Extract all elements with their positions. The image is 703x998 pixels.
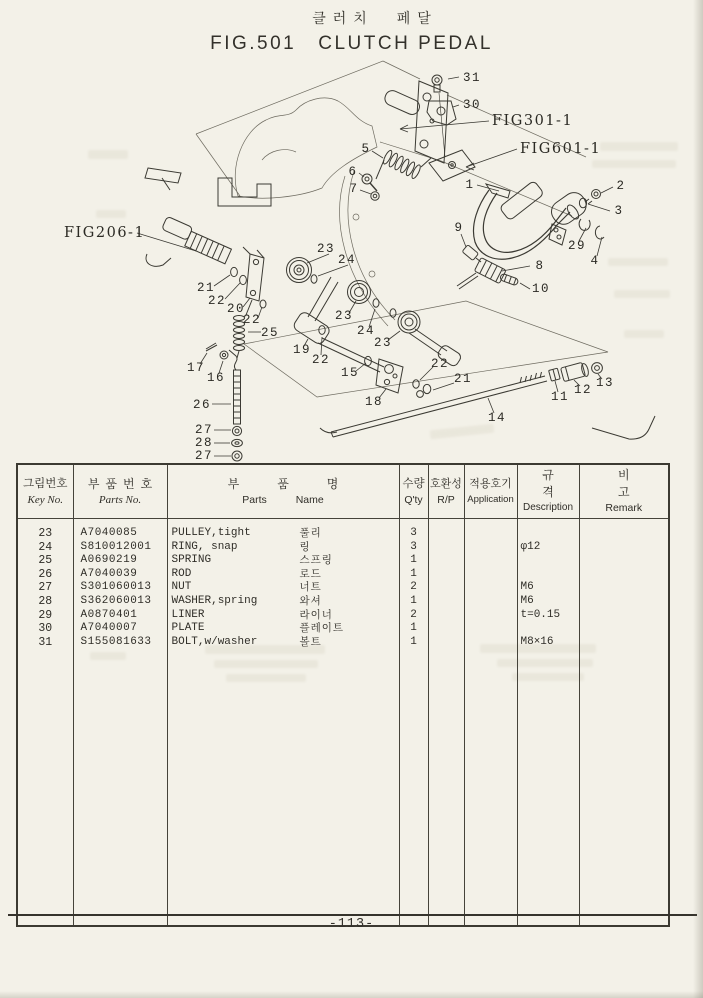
page-number: -113- (328, 917, 375, 932)
cell-description: t=0.15 (517, 609, 579, 623)
cell-description: M8×16 (517, 636, 579, 650)
leader-line (137, 233, 196, 251)
part-name-english: LINER (171, 608, 205, 621)
callout-label: 5 (361, 142, 371, 156)
cell-qty: 2 (399, 581, 428, 595)
cell-remark (579, 636, 669, 650)
cell-rp (428, 527, 464, 541)
leader-line (214, 275, 230, 286)
cell-qty: 1 (399, 554, 428, 568)
page-title (0, 33, 703, 55)
callout-label: 27 (194, 423, 214, 437)
cell-qty: 1 (399, 636, 428, 650)
column-header-rp: 호환성 R/P (428, 464, 464, 519)
cell-qty: 3 (399, 541, 428, 555)
scan-edge (693, 0, 703, 998)
callout-label: 23 (316, 242, 336, 256)
callout-label: 22 (311, 353, 331, 367)
cell-key-no: 25 (17, 554, 73, 568)
scan-edge (0, 991, 703, 998)
callout-label: 22 (430, 357, 450, 371)
cell-rp (428, 609, 464, 623)
cell-description (517, 622, 579, 636)
callout-label: 22 (207, 294, 227, 308)
part-name-english: PLATE (171, 622, 205, 635)
callout-label: 27 (194, 449, 214, 462)
leader-line (225, 283, 240, 299)
figure-reference-label: FIG301-1 (492, 113, 574, 129)
callout-label: 9 (454, 221, 464, 235)
cell-remark (579, 527, 669, 541)
footer-rule (8, 914, 697, 916)
cell-description (517, 568, 579, 582)
leader-line (502, 266, 530, 271)
callout-label: 26 (192, 398, 212, 412)
callout-label: 11 (550, 390, 570, 404)
cell-parts-name (167, 554, 399, 568)
cell-rp (428, 541, 464, 555)
callout-label: 20 (226, 302, 246, 316)
figure-reference-label: FIG601-1 (520, 141, 602, 157)
cell-qty: 1 (399, 568, 428, 582)
callout-label: 3 (614, 204, 624, 218)
figure-reference-label: FIG206-1 (64, 225, 146, 241)
part-name-english: BOLT,w/washer (171, 635, 258, 648)
cell-parts-name (167, 581, 399, 595)
callout-label: 4 (590, 254, 600, 268)
part-name-korean: 링 (299, 540, 311, 553)
cell-parts-no: A0870401 (73, 609, 167, 623)
cell-parts-no: A7040007 (73, 622, 167, 636)
cell-application (464, 622, 517, 636)
leader-line (588, 204, 610, 211)
cell-parts-no: S155081633 (73, 636, 167, 650)
cell-parts-no: A0690219 (73, 554, 167, 568)
callout-label: 6 (348, 165, 358, 179)
leader-line (477, 185, 499, 191)
cell-description (517, 527, 579, 541)
cell-parts-no: S810012001 (73, 541, 167, 555)
leader-line (461, 234, 466, 247)
table-row (17, 581, 669, 595)
leader-line (601, 187, 613, 193)
cell-key-no: 24 (17, 541, 73, 555)
cell-description: M6 (517, 581, 579, 595)
cell-qty: 3 (399, 527, 428, 541)
cell-rp (428, 581, 464, 595)
cell-description: φ12 (517, 541, 579, 555)
callout-label: 16 (206, 371, 226, 385)
cell-application (464, 636, 517, 650)
column-header-remark: 비고 Remark (579, 464, 669, 519)
cell-key-no: 23 (17, 527, 73, 541)
callout-label: 8 (535, 259, 545, 273)
leader-line (433, 383, 454, 390)
callout-label: 22 (242, 313, 262, 327)
column-header-parts-no: 부품번호 Parts No. (73, 464, 167, 519)
column-header-application: 적용호기 Application (464, 464, 517, 519)
table-row (17, 595, 669, 609)
cell-parts-no: A7040085 (73, 527, 167, 541)
callout-label: 23 (334, 309, 354, 323)
callout-label: 24 (337, 253, 357, 267)
callout-label: 19 (292, 343, 312, 357)
table-row (17, 568, 669, 582)
cell-application (464, 595, 517, 609)
part-name-english: PULLEY,tight (171, 527, 251, 539)
table-row (17, 609, 669, 623)
cell-remark (579, 568, 669, 582)
column-header-parts-name: 부품명 Parts Name (167, 464, 399, 519)
leader-line (448, 77, 459, 79)
cell-qty: 1 (399, 595, 428, 609)
leader-line (453, 105, 459, 107)
cell-rp (428, 595, 464, 609)
cell-key-no: 29 (17, 609, 73, 623)
table-empty-area (17, 649, 669, 926)
cell-remark (579, 581, 669, 595)
cell-parts-name (167, 636, 399, 650)
cell-parts-name (167, 541, 399, 555)
table-spacer-row (17, 519, 669, 528)
cell-application (464, 568, 517, 582)
callout-label: 1 (465, 178, 475, 192)
leader-line (400, 121, 489, 129)
part-name-korean: 풀리 (299, 527, 322, 539)
cell-parts-no: A7040039 (73, 568, 167, 582)
cell-parts-name (167, 527, 399, 541)
callout-label: 18 (364, 395, 384, 409)
callout-label: 14 (487, 411, 507, 425)
cell-parts-no: S362060013 (73, 595, 167, 609)
cell-remark (579, 609, 669, 623)
cell-parts-name (167, 568, 399, 582)
page-title-korean: 클러치 페달 (312, 10, 438, 26)
parts-table (16, 463, 670, 927)
figure-name: CLUTCH PEDAL (318, 33, 493, 54)
leader-line (372, 151, 383, 158)
callout-label: 15 (340, 366, 360, 380)
cell-rp (428, 568, 464, 582)
table-row (17, 622, 669, 636)
cell-key-no: 27 (17, 581, 73, 595)
callout-label: 10 (531, 282, 551, 296)
callout-label: 21 (453, 372, 473, 386)
part-name-english: SPRING (171, 554, 212, 567)
column-header-key-no: 그림번호 Key No. (17, 464, 73, 519)
cell-description (517, 554, 579, 568)
callout-label: 13 (595, 376, 615, 390)
cell-key-no: 26 (17, 568, 73, 582)
part-name-korean: 플레이트 (299, 622, 345, 635)
cell-rp (428, 636, 464, 650)
callout-label: 31 (462, 71, 482, 85)
column-header-description: 규격 Description (517, 464, 579, 519)
callout-label: 28 (194, 436, 214, 450)
part-name-english: RING, snap (171, 540, 238, 553)
part-name-korean: 로드 (299, 567, 322, 580)
table-row (17, 541, 669, 555)
cell-description: M6 (517, 595, 579, 609)
part-name-korean: 와셔 (299, 594, 322, 607)
part-name-korean: 볼트 (299, 635, 322, 648)
cell-application (464, 541, 517, 555)
cell-key-no: 31 (17, 636, 73, 650)
leader-line (360, 190, 371, 194)
leader-line (520, 283, 530, 289)
figure-number: FIG.501 (210, 33, 297, 54)
callout-label: 24 (356, 324, 376, 338)
cell-remark (579, 595, 669, 609)
parts-diagram (0, 56, 703, 462)
callout-label: 12 (573, 383, 593, 397)
cell-parts-name (167, 609, 399, 623)
cell-application (464, 554, 517, 568)
callout-label: 30 (462, 98, 482, 112)
cell-application (464, 609, 517, 623)
column-header-qty: 수량 Q'ty (399, 464, 428, 519)
table-row (17, 636, 669, 650)
table-header-row (17, 464, 669, 519)
callout-label: 17 (186, 361, 206, 375)
cell-parts-name (167, 622, 399, 636)
cell-key-no: 28 (17, 595, 73, 609)
part-name-korean: 너트 (299, 581, 322, 594)
cell-rp (428, 622, 464, 636)
cell-parts-no: S301060013 (73, 581, 167, 595)
cell-rp (428, 554, 464, 568)
callout-label: 29 (567, 239, 587, 253)
part-name-english: ROD (171, 567, 192, 580)
table-row (17, 554, 669, 568)
cell-remark (579, 541, 669, 555)
callout-label: 7 (349, 182, 359, 196)
leader-line (466, 149, 517, 167)
cell-application (464, 581, 517, 595)
callout-label: 25 (260, 326, 280, 340)
cell-remark (579, 554, 669, 568)
cell-parts-name (167, 595, 399, 609)
cell-qty: 1 (399, 622, 428, 636)
callout-label: 2 (616, 179, 626, 193)
callout-label: 23 (373, 336, 393, 350)
cell-qty: 2 (399, 609, 428, 623)
cell-application (464, 527, 517, 541)
part-name-english: NUT (171, 581, 192, 594)
cell-key-no: 30 (17, 622, 73, 636)
cell-remark (579, 622, 669, 636)
part-name-english: WASHER,spring (171, 594, 258, 607)
part-name-korean: 스프링 (299, 554, 333, 567)
part-name-korean: 라이너 (299, 608, 333, 621)
callout-label: 21 (196, 281, 216, 295)
table-row (17, 527, 669, 541)
